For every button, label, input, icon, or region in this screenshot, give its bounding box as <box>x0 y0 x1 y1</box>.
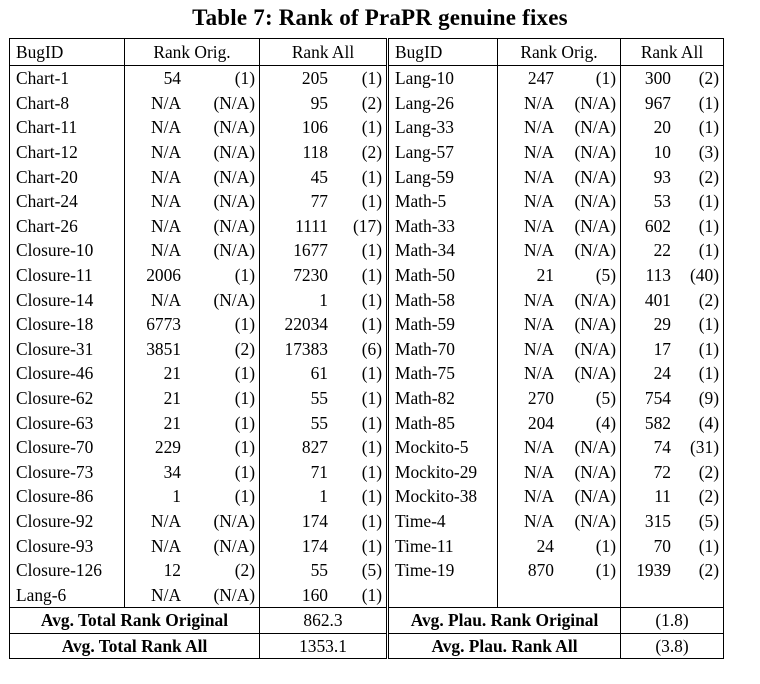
avg-total-rank-original-value: 862.3 <box>260 608 388 634</box>
left-rank-orig-value: N/A <box>125 164 186 189</box>
left-rank-orig-plausible: (N/A) <box>213 166 255 187</box>
left-rank-all-value: 118 <box>260 140 333 165</box>
right-rank-orig-value <box>498 582 559 607</box>
right-rank-orig-plausible: (N/A) <box>574 437 616 458</box>
left-bug-id: Lang-6 <box>10 582 125 607</box>
left-rank-orig-plausible: (N/A) <box>213 117 255 138</box>
left-rank-all-plausible: (1) <box>332 509 388 534</box>
left-rank-orig-plausible: (N/A) <box>185 582 260 607</box>
right-rank-orig-value: 247 <box>498 66 559 91</box>
header-bugid-right: BugID <box>388 39 498 66</box>
table-row <box>10 558 724 583</box>
right-rank-orig-plausible: (N/A) <box>574 314 616 335</box>
left-rank-all-plausible: (1) <box>332 410 388 435</box>
right-rank-all-plausible: (2) <box>675 558 724 583</box>
left-rank-all-plausible: (1) <box>332 460 388 485</box>
right-bug-id: Lang-57 <box>395 142 454 163</box>
right-rank-all-value: 17 <box>621 337 676 362</box>
left-rank-all-plausible: (1) <box>332 435 388 460</box>
right-bug-id: Time-11 <box>395 535 454 556</box>
right-rank-orig-plausible: (N/A) <box>574 215 616 236</box>
left-bug-id: Closure-31 <box>10 337 125 362</box>
left-rank-all-value: 1677 <box>260 238 333 263</box>
right-rank-all-value: 754 <box>621 386 676 411</box>
right-bug-id: Mockito-29 <box>395 461 478 482</box>
table-row <box>10 337 724 362</box>
right-rank-all-value: 93 <box>621 164 676 189</box>
right-rank-orig-value: N/A <box>498 361 559 386</box>
table-row <box>10 582 724 607</box>
right-bug-id: Math-5 <box>395 191 447 212</box>
left-rank-orig-plausible: (N/A) <box>213 191 255 212</box>
left-rank-all-plausible: (6) <box>332 337 388 362</box>
left-rank-all-value: 77 <box>260 189 333 214</box>
table-row <box>10 263 724 288</box>
right-rank-all-plausible: (5) <box>675 509 724 534</box>
header-rank-all-right: Rank All <box>621 39 724 66</box>
right-rank-all-plausible: (2) <box>675 460 724 485</box>
right-rank-orig-value: N/A <box>498 140 559 165</box>
right-rank-all-value: 1939 <box>621 558 676 583</box>
left-rank-all-value: 106 <box>260 115 333 140</box>
left-rank-orig-value: 34 <box>125 460 186 485</box>
right-rank-all-value: 22 <box>621 238 676 263</box>
right-rank-orig-plausible: (1) <box>595 68 616 89</box>
right-rank-all-value: 401 <box>621 287 676 312</box>
left-rank-orig-value: 12 <box>125 558 186 583</box>
left-rank-orig-value: 21 <box>125 410 186 435</box>
right-rank-all-plausible: (2) <box>675 484 724 509</box>
left-rank-all-plausible: (1) <box>332 115 388 140</box>
right-rank-orig-plausible: (N/A) <box>574 142 616 163</box>
right-rank-all-value: 315 <box>621 509 676 534</box>
right-rank-all-plausible: (1) <box>675 337 724 362</box>
right-bug-id: Mockito-38 <box>395 486 478 507</box>
left-bug-id: Chart-24 <box>10 189 125 214</box>
right-bug-id: Math-85 <box>395 412 455 433</box>
left-rank-orig-plausible: (1) <box>234 363 255 384</box>
left-rank-all-value: 22034 <box>260 312 333 337</box>
right-rank-all-plausible: (1) <box>675 533 724 558</box>
left-rank-orig-value: 229 <box>125 435 186 460</box>
right-rank-all-value: 20 <box>621 115 676 140</box>
rank-table <box>9 38 724 659</box>
left-rank-orig-value: N/A <box>125 533 186 558</box>
left-rank-all-value: 160 <box>260 582 333 607</box>
right-rank-orig-value: N/A <box>498 91 559 116</box>
avg-plau-rank-original-label: Avg. Plau. Rank Original <box>388 608 621 634</box>
table-row <box>10 410 724 435</box>
right-rank-all-value: 10 <box>621 140 676 165</box>
left-rank-orig-plausible: (N/A) <box>213 510 255 531</box>
left-rank-orig-value: 6773 <box>125 312 186 337</box>
left-rank-all-value: 7230 <box>260 263 333 288</box>
table-row <box>10 91 724 116</box>
left-rank-all-plausible: (2) <box>332 140 388 165</box>
header-rank-all-left: Rank All <box>260 39 388 66</box>
right-rank-all-plausible: (2) <box>675 66 724 91</box>
left-rank-all-plausible: (17) <box>332 214 388 239</box>
left-rank-orig-value: N/A <box>125 91 186 116</box>
left-rank-orig-plausible: (N/A) <box>213 92 255 113</box>
right-rank-all-plausible: (2) <box>675 164 724 189</box>
right-rank-all-plausible: (1) <box>675 312 724 337</box>
left-rank-all-plausible: (1) <box>332 66 388 91</box>
left-rank-all-plausible: (1) <box>332 312 388 337</box>
table-row <box>10 484 724 509</box>
right-bug-id: Math-75 <box>395 363 455 384</box>
right-rank-all-value: 72 <box>621 460 676 485</box>
left-rank-orig-value: 21 <box>125 386 186 411</box>
left-rank-orig-plausible: (2) <box>234 338 255 359</box>
right-rank-all-plausible: (1) <box>675 214 724 239</box>
right-rank-all-plausible: (31) <box>675 435 724 460</box>
left-rank-orig-plausible: (N/A) <box>213 142 255 163</box>
left-rank-orig-plausible: (N/A) <box>213 240 255 261</box>
right-bug-id: Math-34 <box>395 240 455 261</box>
right-rank-all-plausible: (1) <box>675 361 724 386</box>
left-bug-id: Closure-10 <box>10 238 125 263</box>
left-rank-all-value: 55 <box>260 410 333 435</box>
left-rank-orig-plausible: (1) <box>234 388 255 409</box>
right-rank-all-value: 70 <box>621 533 676 558</box>
left-rank-all-plausible: (1) <box>332 386 388 411</box>
table-row <box>10 66 724 91</box>
right-rank-all-value: 582 <box>621 410 676 435</box>
table-row <box>10 214 724 239</box>
left-rank-orig-plausible: (1) <box>234 412 255 433</box>
right-rank-all-value: 113 <box>621 263 676 288</box>
right-rank-orig-plausible: (N/A) <box>574 240 616 261</box>
left-rank-all-value: 55 <box>260 386 333 411</box>
left-rank-orig-plausible: (1) <box>234 437 255 458</box>
left-bug-id: Closure-126 <box>10 558 125 583</box>
right-bug-id: Lang-33 <box>395 117 454 138</box>
right-rank-all-plausible: (1) <box>675 91 724 116</box>
right-rank-orig-plausible: (1) <box>595 535 616 556</box>
left-rank-all-plausible: (1) <box>332 287 388 312</box>
table-row <box>10 140 724 165</box>
right-rank-all-plausible: (1) <box>675 189 724 214</box>
right-rank-all-plausible: (3) <box>675 140 724 165</box>
right-rank-all-plausible: (1) <box>675 115 724 140</box>
left-bug-id: Chart-12 <box>10 140 125 165</box>
table-row <box>10 115 724 140</box>
right-rank-orig-plausible: (4) <box>595 412 616 433</box>
left-rank-all-value: 827 <box>260 435 333 460</box>
left-bug-id: Closure-18 <box>10 312 125 337</box>
right-rank-orig-value: N/A <box>498 238 559 263</box>
left-rank-orig-plausible: (1) <box>234 461 255 482</box>
left-rank-orig-plausible: (2) <box>234 560 255 581</box>
avg-total-rank-all-value: 1353.1 <box>260 633 388 659</box>
right-rank-orig-value: N/A <box>498 164 559 189</box>
left-rank-orig-value: N/A <box>125 509 186 534</box>
right-rank-orig-value: N/A <box>498 115 559 140</box>
left-rank-all-value: 71 <box>260 460 333 485</box>
right-bug-id: Math-59 <box>395 314 455 335</box>
left-rank-all-value: 61 <box>260 361 333 386</box>
right-rank-orig-plausible: (N/A) <box>574 486 616 507</box>
right-rank-orig-value: 24 <box>498 533 559 558</box>
right-rank-orig-plausible <box>558 582 621 607</box>
left-rank-orig-plausible: (N/A) <box>213 215 255 236</box>
left-rank-all-value: 55 <box>260 558 333 583</box>
right-rank-orig-value: 21 <box>498 263 559 288</box>
left-rank-all-value: 1111 <box>260 214 333 239</box>
right-rank-orig-value: N/A <box>498 214 559 239</box>
right-bug-id: Math-50 <box>395 265 455 286</box>
left-bug-id: Closure-14 <box>10 287 125 312</box>
right-rank-orig-value: N/A <box>498 509 559 534</box>
right-rank-all-plausible: (40) <box>675 263 724 288</box>
left-bug-id: Chart-26 <box>10 214 125 239</box>
left-bug-id: Closure-11 <box>10 263 125 288</box>
right-rank-all-value: 29 <box>621 312 676 337</box>
right-rank-orig-plausible: (5) <box>595 388 616 409</box>
table-row <box>10 287 724 312</box>
right-rank-orig-value: N/A <box>498 287 559 312</box>
right-bug-id: Lang-59 <box>395 166 454 187</box>
left-rank-all-plausible: (1) <box>332 189 388 214</box>
table-row <box>10 164 724 189</box>
header-row <box>10 39 724 66</box>
left-bug-id: Closure-46 <box>10 361 125 386</box>
left-rank-all-value: 205 <box>260 66 333 91</box>
right-rank-orig-value: N/A <box>498 337 559 362</box>
left-bug-id: Closure-86 <box>10 484 125 509</box>
left-rank-all-plausible: (2) <box>332 91 388 116</box>
avg-total-rank-all-label: Avg. Total Rank All <box>10 633 260 659</box>
left-rank-all-value: 45 <box>260 164 333 189</box>
table-row <box>10 509 724 534</box>
right-rank-all-plausible <box>675 582 724 607</box>
table-row <box>10 460 724 485</box>
right-rank-orig-plausible: (5) <box>595 265 616 286</box>
right-rank-all-value: 602 <box>621 214 676 239</box>
left-rank-all-plausible: (1) <box>332 263 388 288</box>
right-rank-orig-value: N/A <box>498 484 559 509</box>
right-rank-orig-plausible: (N/A) <box>574 92 616 113</box>
left-bug-id: Closure-62 <box>10 386 125 411</box>
right-rank-all-value: 300 <box>621 66 676 91</box>
left-rank-orig-plausible: (1) <box>234 486 255 507</box>
left-rank-all-plausible: (1) <box>332 582 388 607</box>
left-bug-id: Closure-93 <box>10 533 125 558</box>
table-row <box>10 386 724 411</box>
left-rank-orig-value: 3851 <box>125 337 186 362</box>
right-rank-all-value: 53 <box>621 189 676 214</box>
left-bug-id: Chart-20 <box>10 164 125 189</box>
right-rank-all-value: 967 <box>621 91 676 116</box>
right-bug-id: Time-19 <box>395 560 455 581</box>
left-rank-orig-plausible: (N/A) <box>213 535 255 556</box>
left-bug-id: Chart-1 <box>10 66 125 91</box>
right-bug-id: Math-58 <box>395 289 455 310</box>
right-bug-id: Mockito-5 <box>395 437 469 458</box>
left-rank-all-value: 1 <box>260 287 333 312</box>
avg-total-rank-original-label: Avg. Total Rank Original <box>10 608 260 634</box>
right-rank-all-value: 11 <box>621 484 676 509</box>
right-rank-orig-value: N/A <box>498 312 559 337</box>
right-rank-orig-plausible: (N/A) <box>574 510 616 531</box>
right-bug-id: Lang-26 <box>395 92 454 113</box>
left-rank-all-value: 1 <box>260 484 333 509</box>
summary-row-original <box>10 608 724 634</box>
right-rank-orig-plausible: (N/A) <box>574 166 616 187</box>
right-rank-orig-plausible: (N/A) <box>574 461 616 482</box>
left-rank-orig-value: N/A <box>125 140 186 165</box>
right-rank-orig-value: N/A <box>498 435 559 460</box>
right-rank-orig-plausible: (N/A) <box>574 117 616 138</box>
right-bug-id <box>388 582 498 607</box>
right-bug-id: Lang-10 <box>395 68 454 89</box>
left-rank-all-plausible: (1) <box>332 361 388 386</box>
table-row <box>10 361 724 386</box>
table-title: Table 7: Rank of PraPR genuine fixes <box>192 5 568 30</box>
right-rank-all-plausible: (1) <box>675 238 724 263</box>
left-rank-orig-plausible: (1) <box>234 265 255 286</box>
table-row <box>10 238 724 263</box>
right-bug-id: Math-33 <box>395 215 455 236</box>
left-rank-orig-value: N/A <box>125 189 186 214</box>
table-row <box>10 189 724 214</box>
left-rank-orig-plausible: (1) <box>234 314 255 335</box>
left-bug-id: Closure-73 <box>10 460 125 485</box>
left-rank-orig-value: N/A <box>125 115 186 140</box>
avg-plau-rank-all-label: Avg. Plau. Rank All <box>388 633 621 659</box>
left-bug-id: Chart-8 <box>10 91 125 116</box>
right-rank-orig-plausible: (N/A) <box>574 363 616 384</box>
left-rank-orig-value: 1 <box>125 484 186 509</box>
right-rank-orig-value: N/A <box>498 189 559 214</box>
right-rank-orig-plausible: (N/A) <box>574 191 616 212</box>
right-rank-all-value: 74 <box>621 435 676 460</box>
right-rank-all-plausible: (4) <box>675 410 724 435</box>
table-row <box>10 435 724 460</box>
right-rank-orig-value: N/A <box>498 460 559 485</box>
avg-plau-rank-original-value: (1.8) <box>621 608 724 634</box>
left-rank-all-plausible: (1) <box>332 238 388 263</box>
left-rank-orig-plausible: (1) <box>234 68 255 89</box>
left-rank-all-value: 17383 <box>260 337 333 362</box>
header-rank-orig-left: Rank Orig. <box>125 39 260 66</box>
left-rank-all-value: 95 <box>260 91 333 116</box>
right-rank-all-plausible: (2) <box>675 287 724 312</box>
left-rank-orig-value: N/A <box>125 238 186 263</box>
header-bugid-left: BugID <box>10 39 125 66</box>
right-rank-all-value: 24 <box>621 361 676 386</box>
right-rank-orig-plausible: (N/A) <box>574 338 616 359</box>
left-rank-orig-value: 21 <box>125 361 186 386</box>
table-row <box>10 533 724 558</box>
summary-row-all <box>10 633 724 659</box>
right-rank-orig-value: 270 <box>498 386 559 411</box>
left-bug-id: Closure-70 <box>10 435 125 460</box>
left-rank-all-plausible: (1) <box>332 533 388 558</box>
right-rank-orig-value: 870 <box>498 558 559 583</box>
right-bug-id: Math-70 <box>395 338 455 359</box>
left-rank-all-plausible: (1) <box>332 484 388 509</box>
header-rank-orig-right: Rank Orig. <box>498 39 621 66</box>
left-rank-orig-value: N/A <box>125 214 186 239</box>
right-rank-orig-value: 204 <box>498 410 559 435</box>
right-rank-all-plausible: (9) <box>675 386 724 411</box>
avg-plau-rank-all-value: (3.8) <box>621 633 724 659</box>
right-rank-orig-plausible: (1) <box>595 560 616 581</box>
left-rank-all-value: 174 <box>260 509 333 534</box>
left-bug-id: Closure-92 <box>10 509 125 534</box>
left-rank-all-value: 174 <box>260 533 333 558</box>
table-body <box>10 66 724 608</box>
left-rank-orig-value: 2006 <box>125 263 186 288</box>
right-rank-all-value <box>621 582 676 607</box>
left-rank-orig-value: N/A <box>125 287 186 312</box>
left-rank-orig-value: 54 <box>125 66 186 91</box>
right-bug-id: Math-82 <box>395 388 455 409</box>
left-bug-id: Closure-63 <box>10 410 125 435</box>
right-bug-id: Time-4 <box>395 510 446 531</box>
left-rank-orig-value: N/A <box>125 582 186 607</box>
left-rank-all-plausible: (1) <box>332 164 388 189</box>
right-rank-orig-plausible: (N/A) <box>574 289 616 310</box>
left-bug-id: Chart-11 <box>10 115 125 140</box>
table-row <box>10 312 724 337</box>
left-rank-orig-plausible: (N/A) <box>213 289 255 310</box>
left-rank-all-plausible: (5) <box>332 558 388 583</box>
